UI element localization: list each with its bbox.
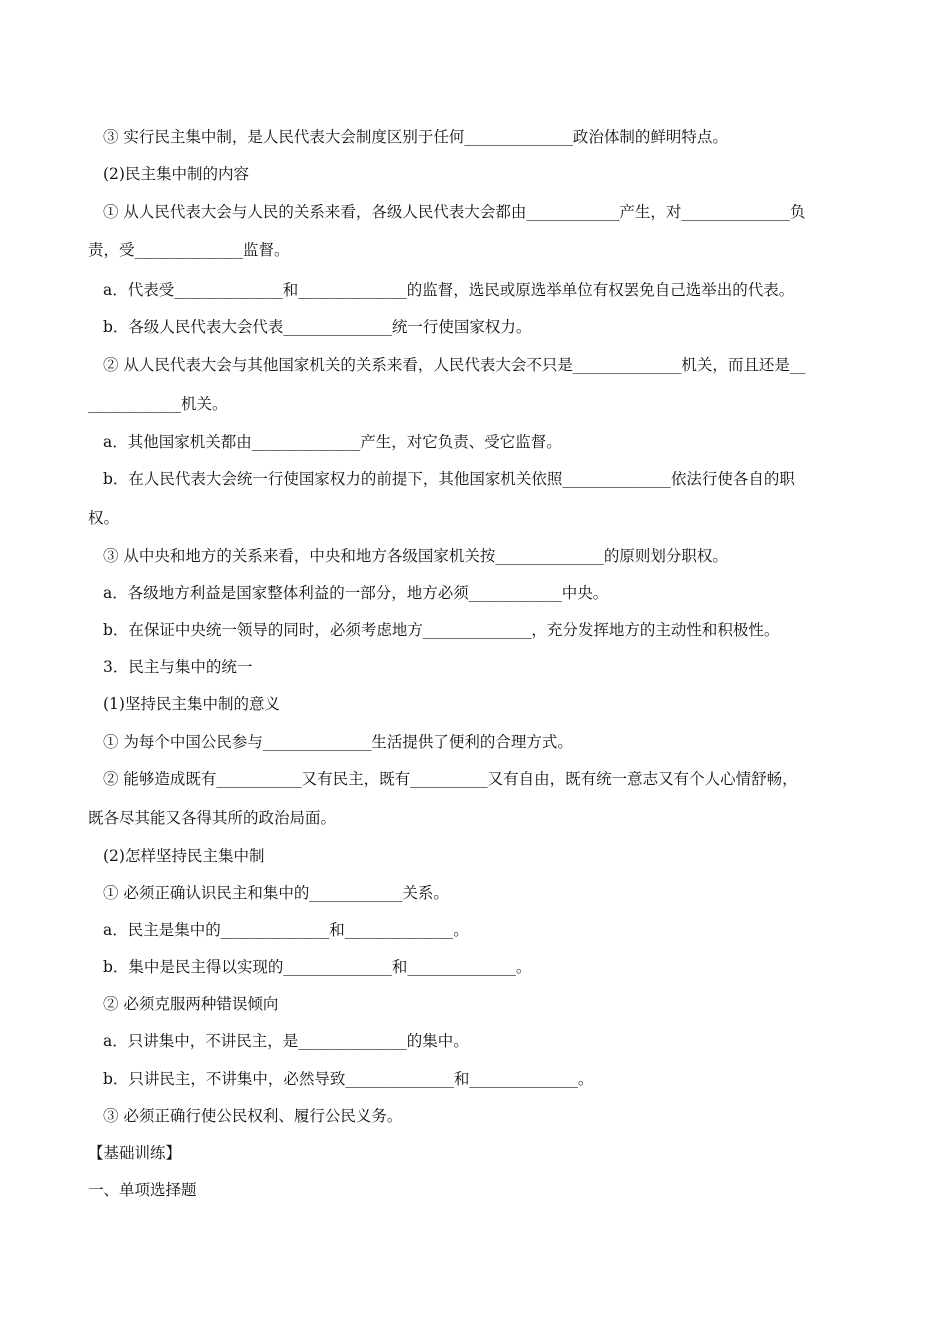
text-line: ③ 实行民主集中制，是人民代表大会制度区别于任何______________政治体制的鲜明特点。 bbox=[103, 128, 728, 146]
text-line: ③ 必须正确行使公民权利、履行公民义务。 bbox=[103, 1107, 403, 1125]
section-heading: (1)坚持民主集中制的意义 bbox=[103, 695, 280, 713]
text-line: ② 能够造成既有___________又有民主，既有__________又有自由，既有统一意志又有个人心情舒畅， bbox=[103, 770, 798, 788]
section-heading: 一、单项选择题 bbox=[88, 1181, 197, 1199]
section-heading: (2)民主集中制的内容 bbox=[103, 165, 249, 183]
text-line: b．在保证中央统一领导的同时，必须考虑地方______________，充分发挥地方的主动性和积极性。 bbox=[103, 621, 780, 639]
text-line: ① 从人民代表大会与人民的关系来看，各级人民代表大会都由____________产生，对______________负 bbox=[103, 203, 806, 221]
section-heading: 【基础训练】 bbox=[88, 1144, 182, 1162]
section-heading: 3．民主与集中的统一 bbox=[103, 658, 253, 676]
text-line: b．只讲民主，不讲集中，必然导致______________和______________。 bbox=[103, 1070, 594, 1088]
text-line: 责，受______________监督。 bbox=[88, 241, 290, 259]
text-line: b．各级人民代表大会代表______________统一行使国家权力。 bbox=[103, 318, 532, 336]
text-line: 权。 bbox=[88, 509, 120, 527]
text-line: ① 必须正确认识民主和集中的____________关系。 bbox=[103, 884, 449, 902]
text-line: ① 为每个中国公民参与______________生活提供了便利的合理方式。 bbox=[103, 733, 573, 751]
text-line: b．在人民代表大会统一行使国家权力的前提下，其他国家机关依照______________依法行使各自的职 bbox=[103, 470, 795, 488]
text-line: a．各级地方利益是国家整体利益的一部分，地方必须____________中央。 bbox=[103, 584, 609, 602]
text-line: a．民主是集中的______________和______________。 bbox=[103, 921, 469, 939]
text-line: ____________机关。 bbox=[88, 395, 228, 413]
text-line: b．集中是民主得以实现的______________和______________。 bbox=[103, 958, 532, 976]
text-line: ② 从人民代表大会与其他国家机关的关系来看，人民代表大会不只是______________机关，而且还是__ bbox=[103, 356, 806, 374]
text-line: a．代表受______________和______________的监督，选民或原选举单位有权罢免自己选举出的代表。 bbox=[103, 281, 795, 299]
text-line: ③ 从中央和地方的关系来看，中央和地方各级国家机关按______________的原则划分职权。 bbox=[103, 547, 728, 565]
text-line: a．其他国家机关都由______________产生，对它负责、受它监督。 bbox=[103, 433, 562, 451]
text-line: ② 必须克服两种错误倾向 bbox=[103, 995, 279, 1013]
text-line: 既各尽其能又各得其所的政治局面。 bbox=[88, 809, 337, 827]
section-heading: (2)怎样坚持民主集中制 bbox=[103, 847, 265, 865]
text-line: a．只讲集中，不讲民主，是______________的集中。 bbox=[103, 1032, 469, 1050]
